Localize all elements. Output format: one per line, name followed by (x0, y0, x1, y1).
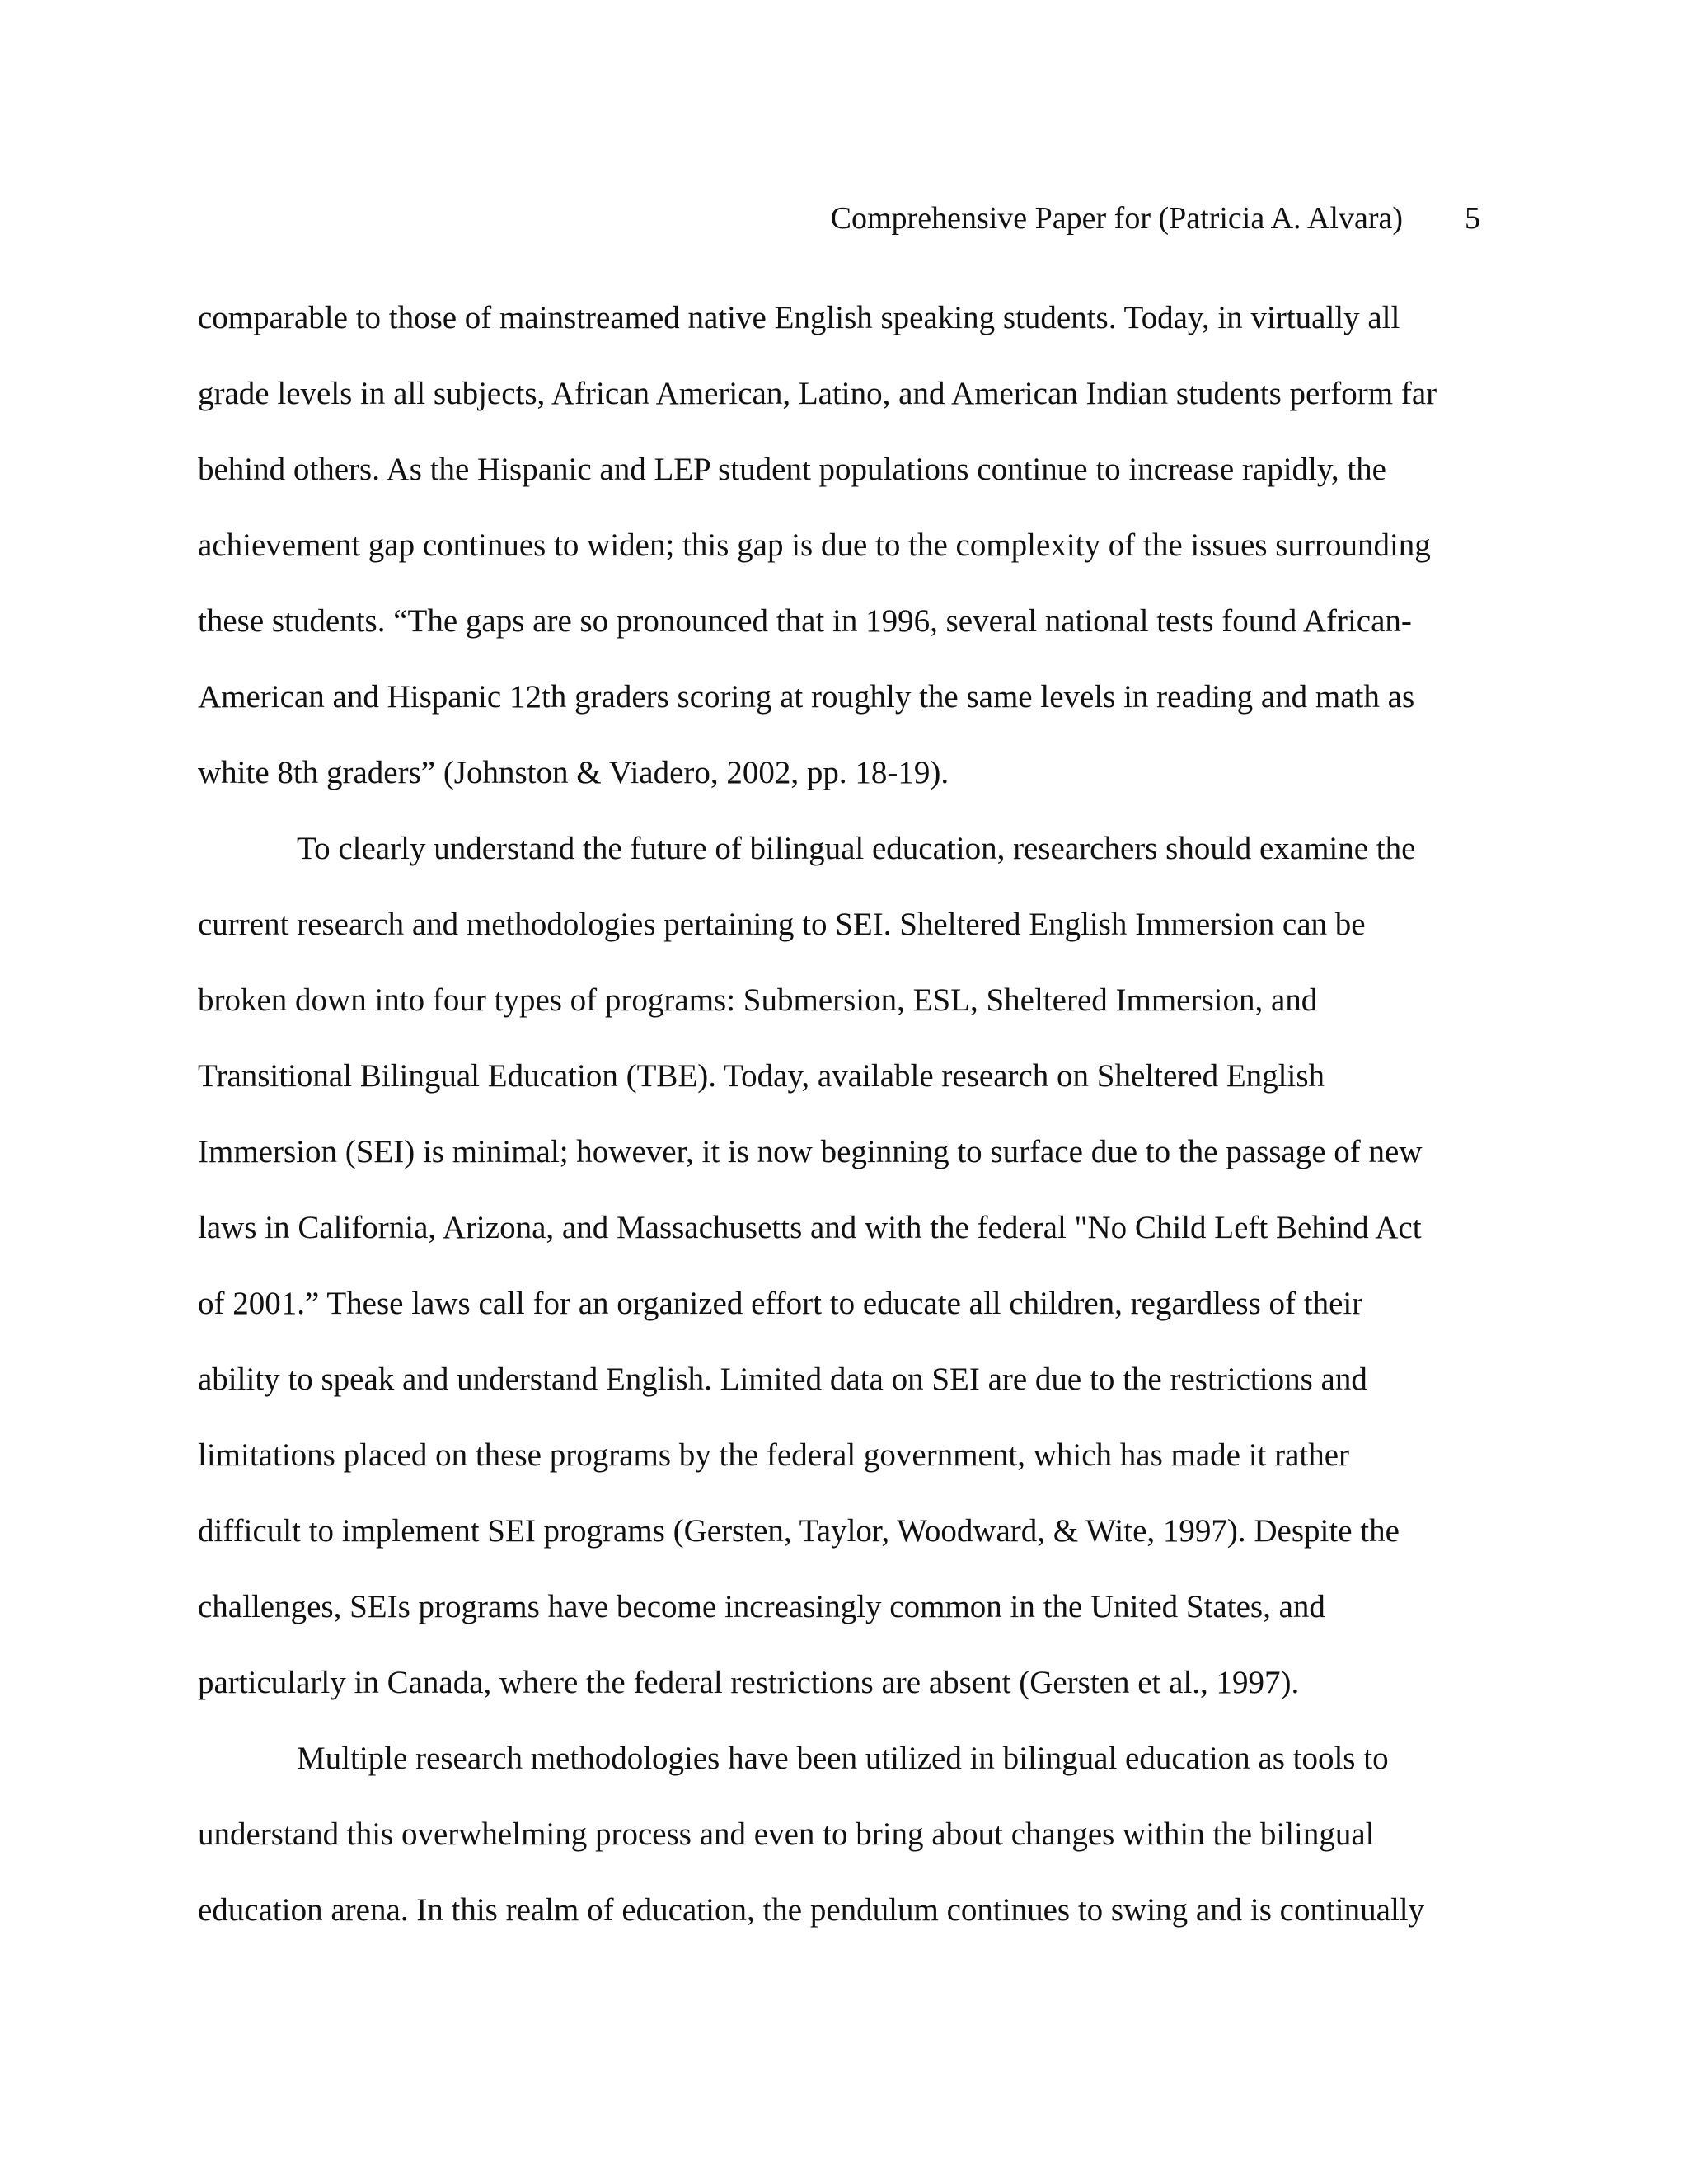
body-text (198, 290, 1502, 1958)
running-head (198, 198, 1502, 239)
running-head-title: Comprehensive Paper for (Patricia A. Alvara) (830, 201, 1403, 236)
text-line: white 8th graders” (Johnston & Viadero, 2002, pp. 18-19). (198, 755, 950, 790)
text-line: ability to speak and understand English. Limited data on SEI are due to the restrictions and (198, 1361, 1367, 1397)
text-line: current research and methodologies pertaining to SEI. Sheltered English Immersion can be (198, 907, 1366, 942)
text-line: achievement gap continues to widen; this gap is due to the complexity of the issues surrounding (198, 527, 1431, 563)
text-line: of 2001.” These laws call for an organized effort to educate all children, regardless of their (198, 1286, 1363, 1321)
text-line: American and Hispanic 12th graders scoring at roughly the same levels in reading and math as (198, 679, 1415, 715)
paragraph-first-line: Multiple research methodologies have been utilized in bilingual education as tools to (297, 1741, 1389, 1776)
text-line: education arena. In this realm of education, the pendulum continues to swing and is continually (198, 1892, 1425, 1928)
text-line: Transitional Bilingual Education (TBE). Today, available research on Sheltered English (198, 1058, 1325, 1094)
text-line: comparable to those of mainstreamed native English speaking students. Today, in virtually all (198, 300, 1400, 335)
paragraph-first-line: To clearly understand the future of bilingual education, researchers should examine the (297, 831, 1416, 866)
text-line: particularly in Canada, where the federal restrictions are absent (Gersten et al., 1997). (198, 1665, 1300, 1700)
text-line: grade levels in all subjects, African American, Latino, and American Indian students perform far (198, 376, 1437, 411)
text-line: broken down into four types of programs: Submersion, ESL, Sheltered Immersion, and (198, 982, 1318, 1018)
text-line: understand this overwhelming process and even to bring about changes within the bilingual (198, 1816, 1375, 1852)
text-line: challenges, SEIs programs have become increasingly common in the United States, and (198, 1589, 1325, 1624)
text-line: laws in California, Arizona, and Massachusetts and with the federal "No Child Left Behind Act (198, 1210, 1422, 1245)
page-number: 5 (1465, 201, 1480, 236)
text-line: difficult to implement SEI programs (Gersten, Taylor, Woodward, & Wite, 1997). Despite the (198, 1513, 1400, 1549)
text-line: Immersion (SEI) is minimal; however, it is now beginning to surface due to the passage of new (198, 1134, 1423, 1169)
text-line: these students. “The gaps are so pronounced that in 1996, several national tests found African- (198, 603, 1412, 639)
text-line: behind others. As the Hispanic and LEP student populations continue to increase rapidly, the (198, 452, 1386, 487)
text-line: limitations placed on these programs by the federal government, which has made it rather (198, 1437, 1350, 1473)
